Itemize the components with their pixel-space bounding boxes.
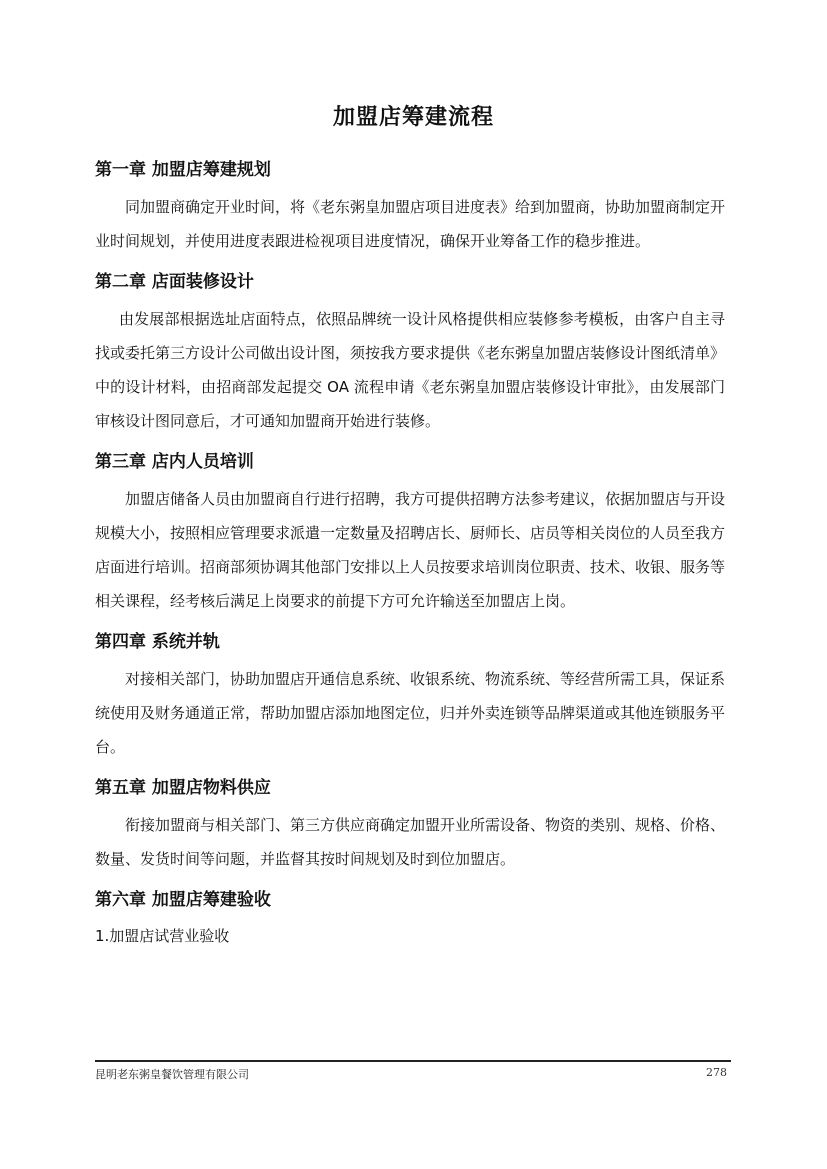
chapter-6 xyxy=(95,885,725,953)
page-number: 278 xyxy=(706,1066,727,1079)
chapter-paragraph: 对接相关部门，协助加盟店开通信息系统、收银系统、物流系统、等经营所需工具，保证系统使用及财务通道正常，帮助加盟店添加地图定位，归并外卖连锁等品牌渠道或其他连锁服务平台。 xyxy=(95,670,726,756)
chapter-1 xyxy=(95,155,725,258)
chapter-2 xyxy=(95,267,725,438)
chapter-list-item: 1.加盟店试营业验收 xyxy=(95,927,230,945)
chapter-paragraph: 同加盟商确定开业时间，将《老东粥皇加盟店项目进度表》给到加盟商，协助加盟商制定开业时间规划，并使用进度表跟进检视项目进度情况，确保开业筹备工作的稳步推进。 xyxy=(95,198,726,250)
footer-company: 昆明老东粥皇餐饮管理有限公司 xyxy=(95,1068,249,1081)
chapter-heading: 第二章 店面装修设计 xyxy=(95,272,254,292)
document-title: 加盟店筹建流程 xyxy=(332,105,494,130)
chapter-heading: 第五章 加盟店物料供应 xyxy=(95,778,271,798)
chapter-heading: 第一章 加盟店筹建规划 xyxy=(95,160,271,180)
chapter-heading: 第六章 加盟店筹建验收 xyxy=(95,890,271,910)
chapter-3 xyxy=(95,447,725,618)
chapter-paragraph: 由发展部根据选址店面特点，依照品牌统一设计风格提供相应装修参考模板，由客户自主寻找或委托第三方设计公司做出设计图，须按我方要求提供《老东粥皇加盟店装修设计图纸清单》中的设计材料，由招商部发起提交 OA 流程申请《老东粥皇加盟店装修设计审批》，由发展部门审核设计图同意后，才可通知加盟商开始进行装修。 xyxy=(95,310,726,430)
document-body xyxy=(95,155,725,953)
chapter-heading: 第四章 系统并轨 xyxy=(95,632,220,652)
chapter-heading: 第三章 店内人员培训 xyxy=(95,452,254,472)
chapter-4 xyxy=(95,627,725,764)
footer-divider xyxy=(95,1060,731,1062)
chapter-5 xyxy=(95,773,725,876)
chapter-paragraph: 衔接加盟商与相关部门、第三方供应商确定加盟开业所需设备、物资的类别、规格、价格、数量、发货时间等问题，并监督其按时间规划及时到位加盟店。 xyxy=(95,816,726,868)
chapter-paragraph: 加盟店储备人员由加盟商自行进行招聘，我方可提供招聘方法参考建议，依据加盟店与开设规模大小，按照相应管理要求派遣一定数量及招聘店长、厨师长、店员等相关岗位的人员至我方店面进行培训。招商部须协调其他部门安排以上人员按要求培训岗位职责、技术、收银、服务等相关课程，经考核后满足上岗要求的前提下方可允许输送至加盟店上岗。 xyxy=(95,490,726,610)
